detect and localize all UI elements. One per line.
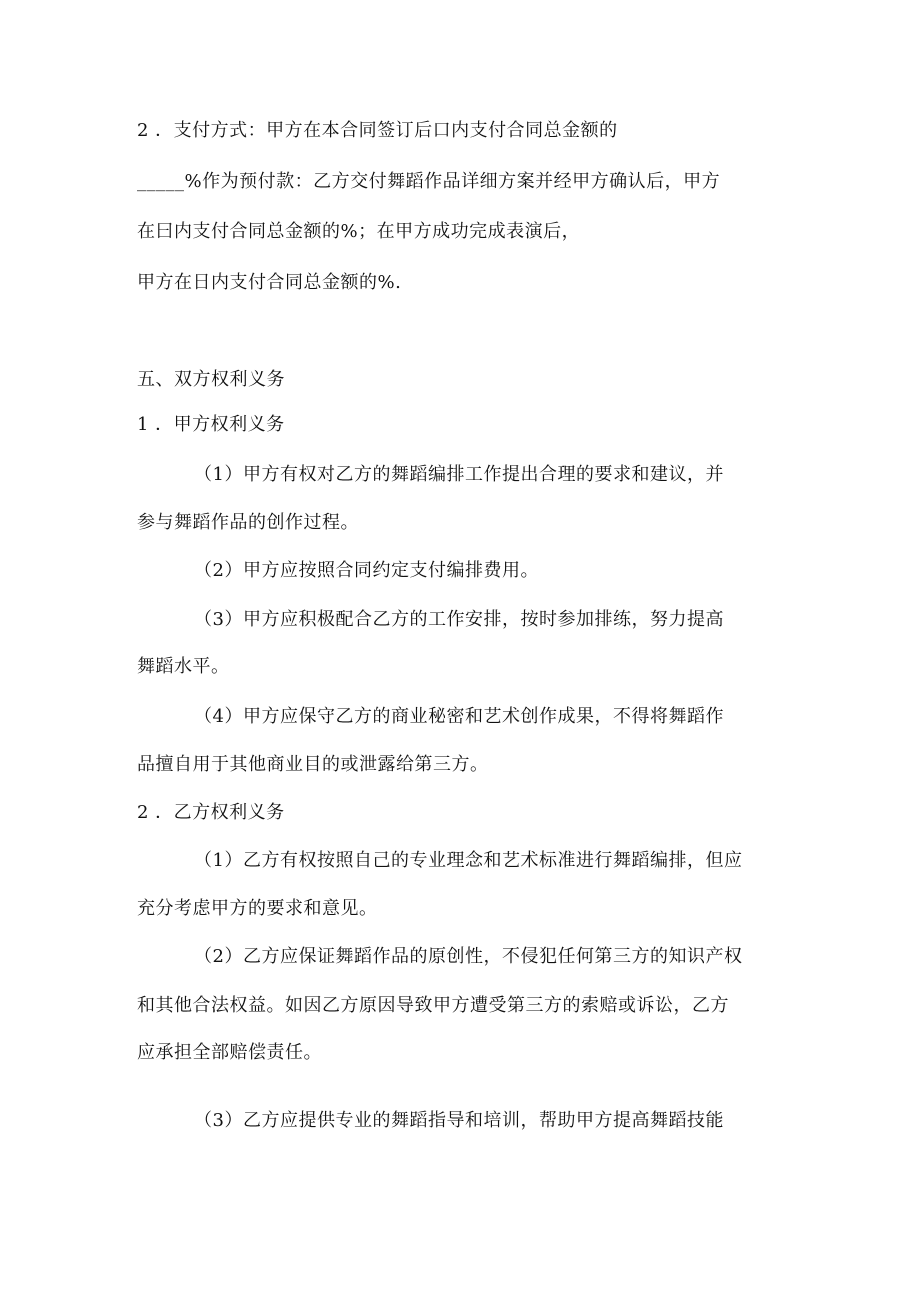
payment-clause-line-3: 在曰内支付合同总金额的%；在甲方成功完成表演后， (137, 221, 581, 242)
party-a-item-1-line-2: 参与舞蹈作品的创作过程。 (137, 512, 359, 533)
party-a-item-4-line-2: 品擅自用于其他商业目的或泄露给第三方。 (137, 754, 489, 775)
subsection-heading-party-a: 1 ．甲方权利义务 (137, 414, 285, 435)
party-b-item-2-line-3: 应承担全部赔偿责任。 (137, 1042, 322, 1063)
party-b-item-1-line-1: （1）乙方有权按照自己的专业理念和艺术标准进行舞蹈编排，但应 (194, 850, 743, 871)
party-b-item-2-line-1: （2）乙方应保证舞蹈作品的原创性，不侵犯任何第三方的知识产权 (194, 946, 743, 967)
party-a-item-3-line-1: （3）甲方应积极配合乙方的工作安排，按时参加排练，努力提高 (194, 609, 724, 630)
payment-clause-line-1: 2 ．支付方式：甲方在本合同签订后口内支付合同总金额的 (137, 120, 618, 141)
party-b-item-3-line-1: （3）乙方应提供专业的舞蹈指导和培训，帮助甲方提高舞蹈技能 (194, 1110, 724, 1131)
party-b-item-1-line-2: 充分考虑甲方的要求和意见。 (137, 898, 378, 919)
section-heading-rights: 五、双方权利义务 (137, 369, 285, 390)
party-b-item-2-line-2: 和其他合法权益。如因乙方原因导致甲方遭受第三方的索赔或诉讼，乙方 (137, 995, 729, 1016)
party-a-item-4-line-1: （4）甲方应保守乙方的商业秘密和艺术创作成果，不得将舞蹈作 (194, 706, 724, 727)
party-a-item-3-line-2: 舞蹈水平。 (137, 656, 230, 677)
party-a-item-2: （2）甲方应按照合同约定支付编排费用。 (194, 560, 539, 581)
subsection-heading-party-b: 2 ．乙方权利义务 (137, 802, 285, 823)
payment-clause-line-4: 甲方在日内支付合同总金额的%. (137, 272, 402, 293)
payment-clause-line-2: _____%作为预付款：乙方交付舞蹈作品详细方案并经甲方确认后，甲方 (137, 171, 721, 192)
party-a-item-1-line-1: （1）甲方有权对乙方的舞蹈编排工作提出合理的要求和建议，并 (194, 464, 724, 485)
